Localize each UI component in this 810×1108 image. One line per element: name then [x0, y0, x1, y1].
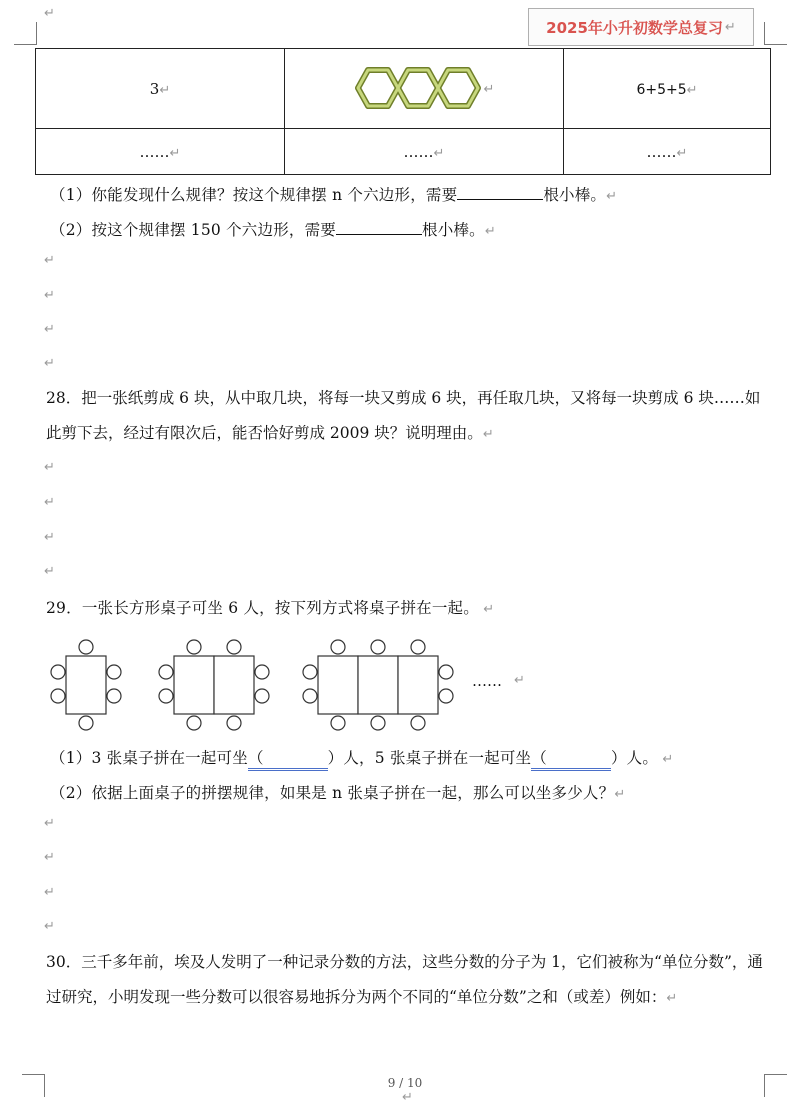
paragraph-mark: ↵ [402, 1090, 413, 1105]
answer-blank[interactable]: （ [248, 746, 328, 771]
paragraph-mark: ↵ [44, 356, 55, 371]
paragraph-mark: ↵ [44, 495, 55, 510]
paragraph-mark: ↵ [514, 673, 525, 688]
table-cell: ……↵ [285, 129, 564, 175]
figure-ellipsis: …… [472, 672, 502, 690]
paragraph-mark: ↵ [44, 564, 55, 579]
paragraph-mark: ↵ [44, 816, 55, 831]
q29-part2: （2）依据上面桌子的拼摆规律，如果是 n 张桌子拼在一起，那么可以坐多少人？↵ [50, 784, 626, 802]
header-stamp: 2025年小升初数学总复习 ↵ [528, 8, 754, 46]
paragraph-mark: ↵ [44, 919, 55, 934]
paragraph-mark: ↵ [44, 885, 55, 900]
paragraph-mark: ↵ [44, 322, 55, 337]
q30-text: 30．三千多年前，埃及人发明了一种记录分数的方法，这些分数的分子为 1，它们被称为“单位分数”，通过研究，小明发现一些分数可以很容易地拆分为两个不同的“单位分数”之和（或差）例如：↵ [46, 953, 763, 1006]
paragraph-mark: ↵ [44, 288, 55, 303]
page-number: 9 / 10 [387, 1076, 423, 1090]
crop-mark [764, 22, 787, 45]
paragraph-mark: ↵ [44, 6, 55, 21]
paragraph-mark: ↵ [44, 253, 55, 268]
answer-blank[interactable] [457, 185, 543, 200]
paragraph-mark: ↵ [44, 850, 55, 865]
q27-part2: （2）按这个规律摆 150 个六边形，需要 根小棒。↵ [50, 221, 496, 239]
q27-part1: （1）你能发现什么规律？按这个规律摆 n 个六边形，需要 根小棒。↵ [50, 186, 618, 204]
table-cell: ……↵ [36, 129, 285, 175]
hexagon-table [35, 48, 771, 175]
q29-part1: （1）3 张桌子拼在一起可坐（ ）人，5 张桌子拼在一起可坐（ ）人。 ↵ [50, 746, 674, 771]
table-row [36, 129, 771, 175]
table-cell-count: 3↵ [36, 49, 285, 129]
q29-text: 29．一张长方形桌子可坐 6 人，按下列方式将桌子拼在一起。 ↵ [46, 599, 495, 617]
paragraph-mark: ↵ [44, 460, 55, 475]
three-hexagons-figure [354, 64, 484, 114]
q28-text: 28．把一张纸剪成 6 块，从中取几块，将每一块又剪成 6 块，再任取几块，又将每一块剪成 6 块……如此剪下去，经过有限次后，能否恰好剪成 2009 块？说明理由。↵ [46, 389, 761, 442]
tables-figure [48, 636, 468, 732]
table-cell-formula: 6+5+5↵ [564, 49, 771, 129]
table-cell-figure: ↵ [285, 49, 564, 129]
table-row [36, 49, 771, 129]
answer-blank[interactable] [336, 220, 422, 235]
table-cell: ……↵ [564, 129, 771, 175]
answer-blank[interactable]: （ [531, 746, 611, 771]
paragraph-mark: ↵ [44, 530, 55, 545]
crop-mark [14, 22, 37, 45]
